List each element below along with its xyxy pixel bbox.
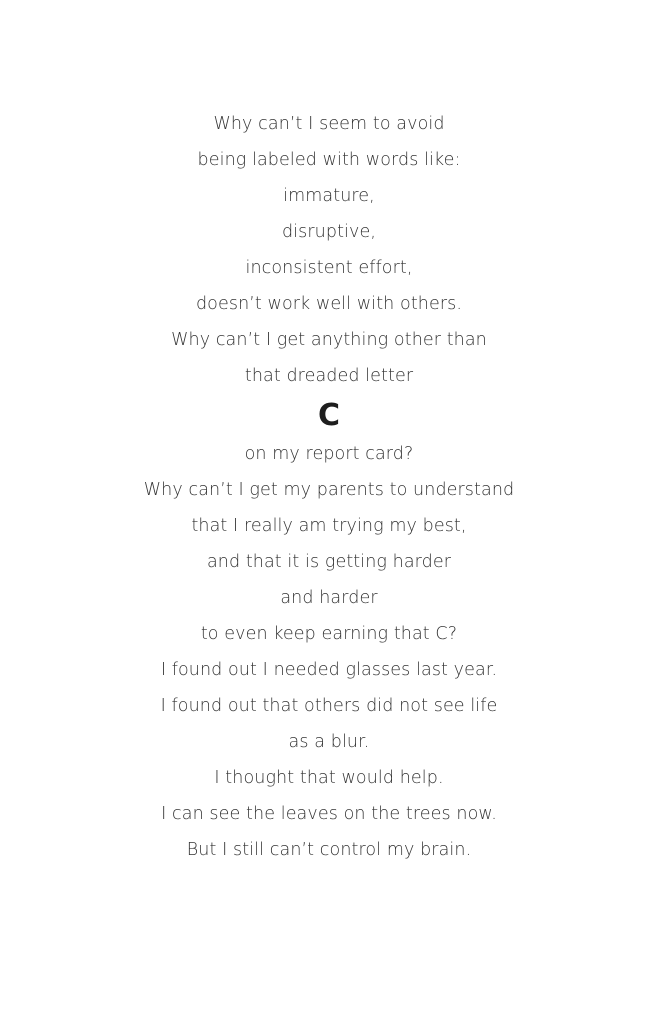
poem-line: I thought that would help. xyxy=(214,768,444,788)
poem-line: I found out I needed glasses last year. xyxy=(160,660,498,680)
poem-line: and harder xyxy=(280,588,378,608)
poem-line: and that it is getting harder xyxy=(206,552,452,572)
poem-line: Why can’t I get anything other than xyxy=(171,330,487,350)
poem-line: being labeled with words like: xyxy=(197,150,461,170)
poem-line: disruptive, xyxy=(282,222,376,242)
poem-line: I can see the leaves on the trees now. xyxy=(161,804,497,824)
poem-line: as a blur. xyxy=(288,732,370,752)
poem-line: immature, xyxy=(283,186,375,206)
poem-line: inconsistent effort, xyxy=(245,258,413,278)
poem xyxy=(0,109,658,871)
poem-line: that I really am trying my best, xyxy=(191,516,467,536)
poem-line: to even keep earning that C? xyxy=(200,624,458,644)
poem-line: Why can’t I seem to avoid xyxy=(213,114,445,134)
poem-line: I found out that others did not see life xyxy=(160,696,498,716)
poem-line: But I still can’t control my brain. xyxy=(186,840,472,860)
emphasis-letter: C xyxy=(317,398,341,433)
poem-line: on my report card? xyxy=(244,444,414,464)
poem-line: that dreaded letter xyxy=(244,366,414,386)
poem-line: doesn’t work well with others. xyxy=(195,294,463,314)
poem-line: Why can’t I get my parents to understand xyxy=(143,480,515,500)
